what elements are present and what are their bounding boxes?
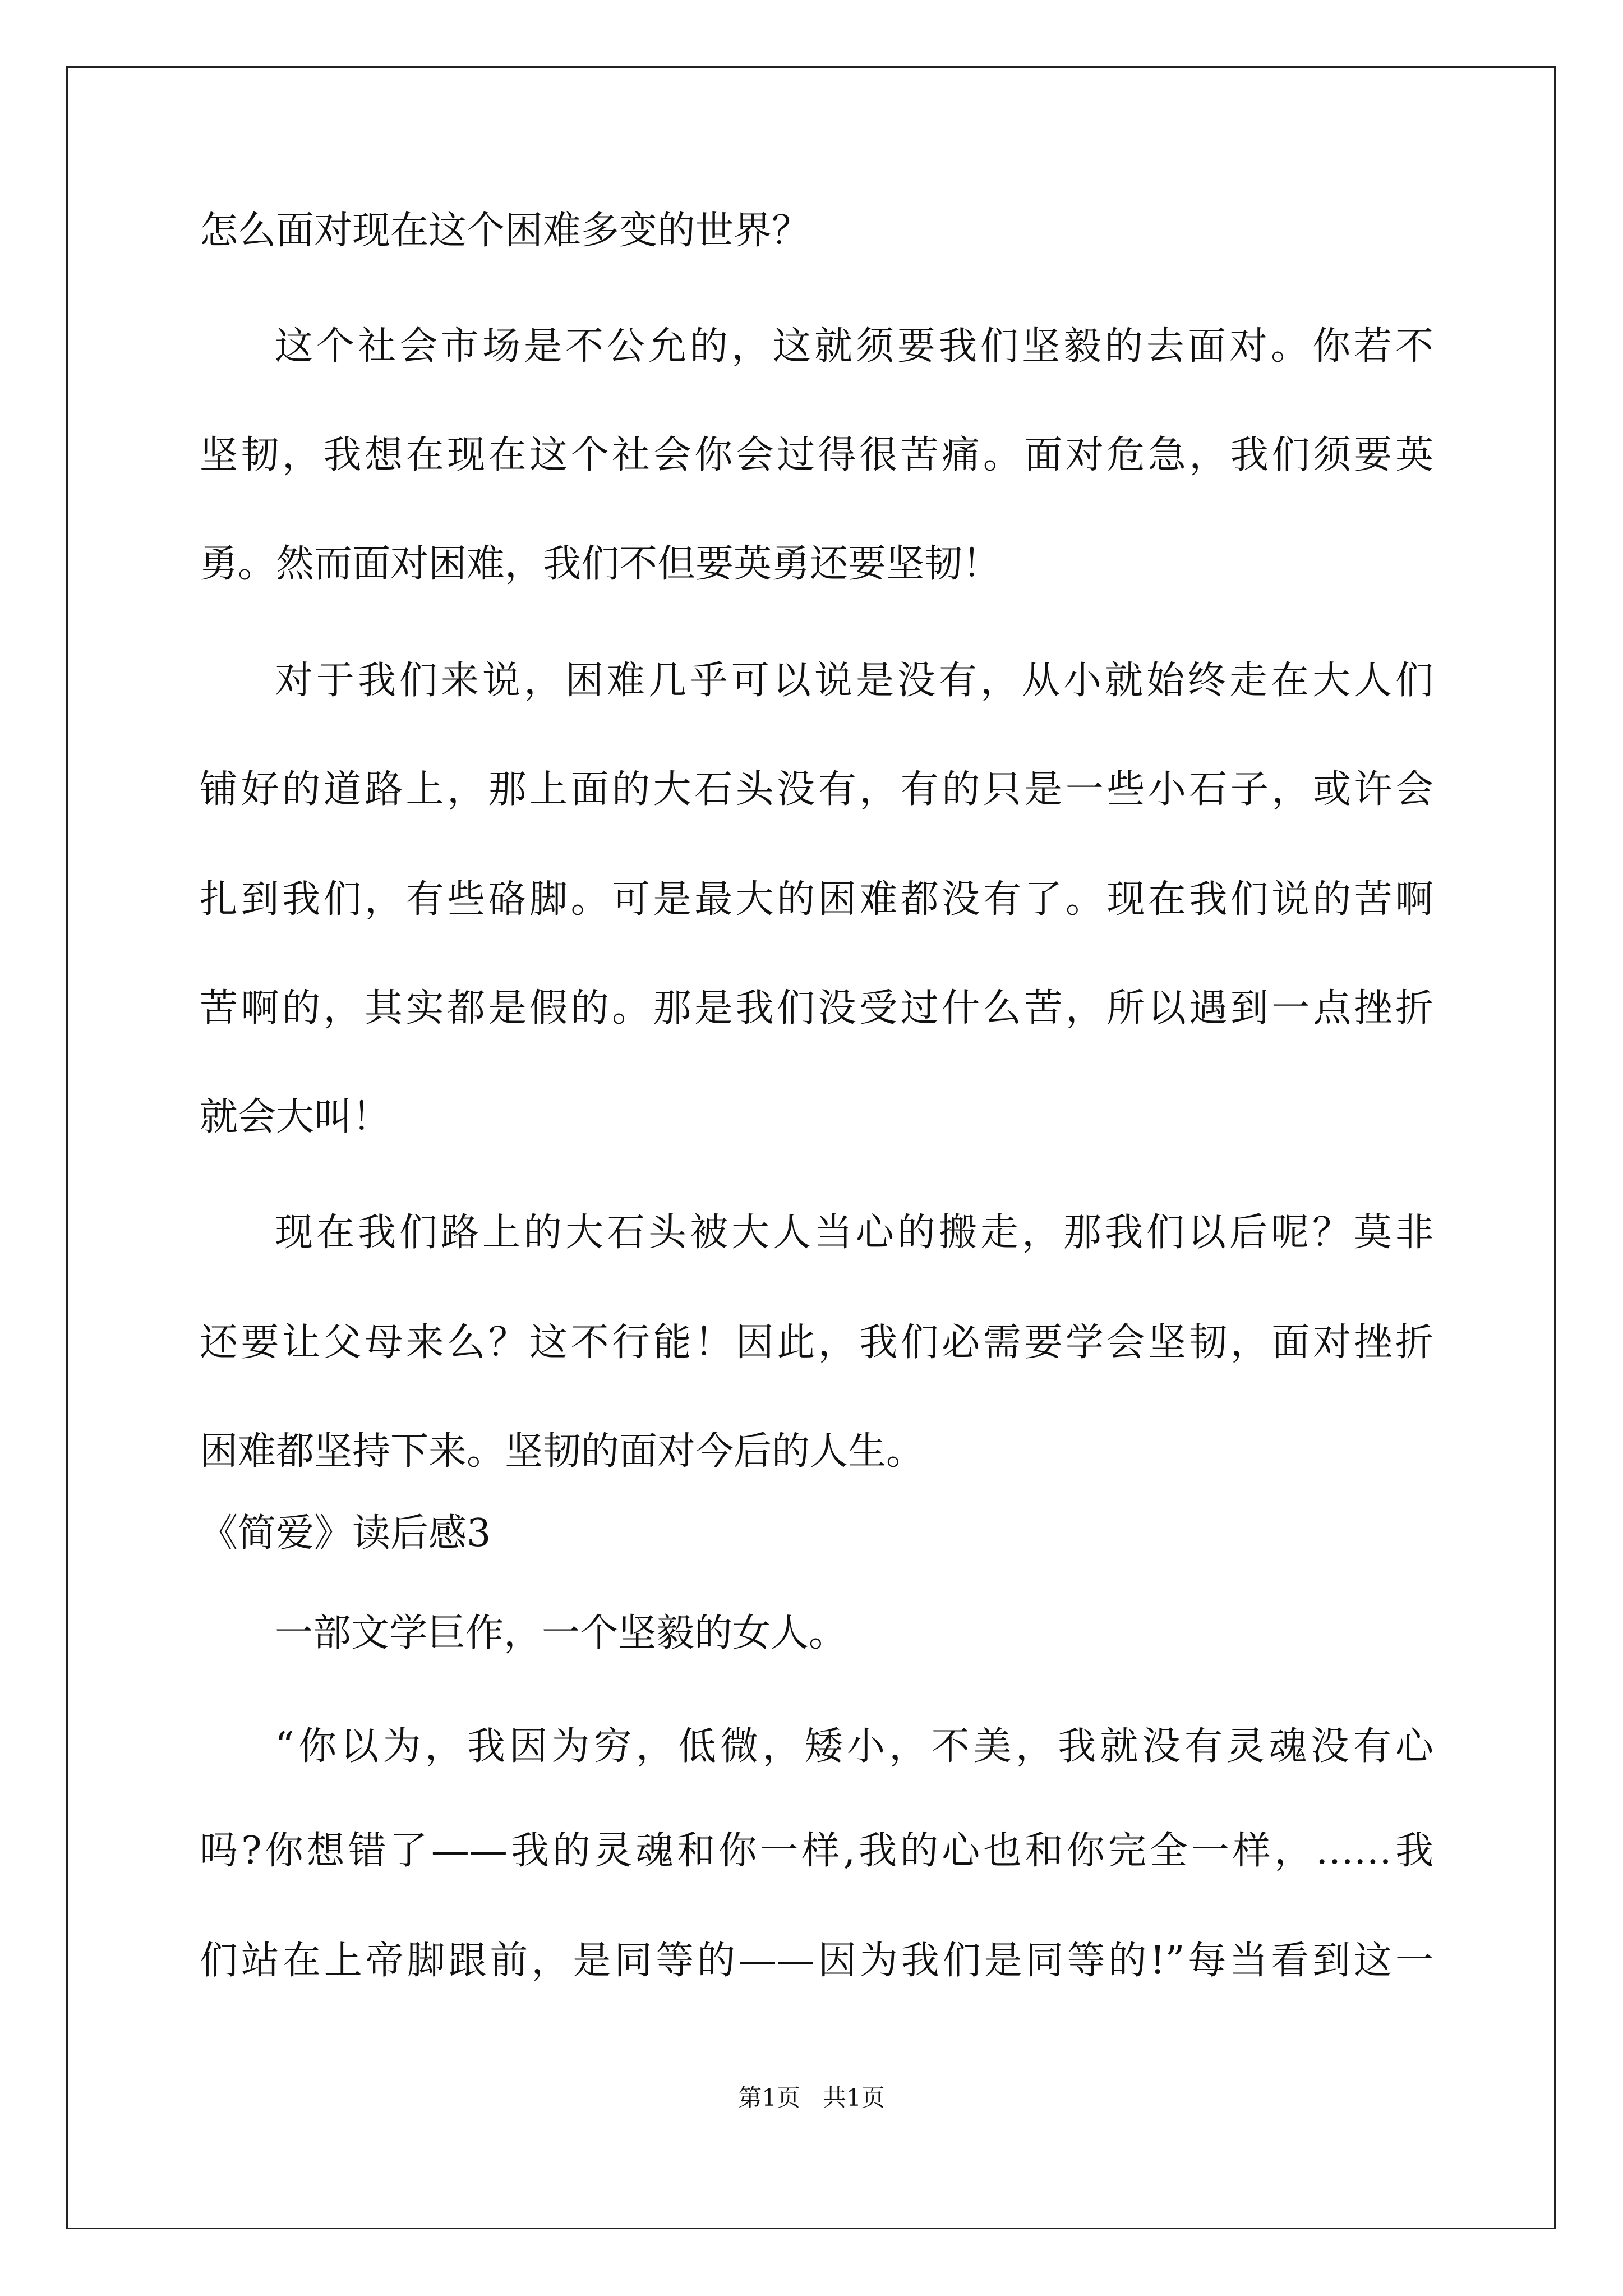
text-line: 铺好的道路上，那上面的大石头没有，有的只是一些小石子，或许会 [200,767,1433,812]
text-line: 对于我们来说，困难几乎可以说是没有，从小就始终走在大人们 [275,659,1433,703]
text-line: 一部文学巨作，一个坚毅的女人。 [275,1611,847,1655]
text-line: 就会大叫！ [200,1095,391,1139]
page-border [66,66,1556,2229]
text-line: 苦啊的，其实都是假的。那是我们没受过什么苦，所以遇到一点挫折 [200,986,1433,1030]
text-line: “你以为，我因为穷，低微，矮小，不美，我就没有灵魂没有心 [275,1724,1433,1769]
text-line: 勇。然而面对困难，我们不但要英勇还要坚韧！ [200,542,1001,586]
text-line: 扎到我们，有些硌脚。可是最大的困难都没有了。现在我们说的苦啊 [200,877,1433,922]
text-line: 困难都坚持下来。坚韧的面对今后的人生。 [200,1429,925,1474]
page-footer: 第1页 共1页 [738,2084,885,2111]
text-line: 们站在上帝脚跟前，是同等的——因为我们是同等的!”每当看到这一 [200,1939,1433,1983]
text-line: 坚韧，我想在现在这个社会你会过得很苦痛。面对危急，我们须要英 [200,433,1433,477]
text-line: 还要让父母来么？这不行能！因此，我们必需要学会坚韧，面对挫折 [200,1320,1433,1365]
text-line: 怎么面对现在这个困难多变的世界？ [200,209,810,253]
text-line: 现在我们路上的大石头被大人当心的搬走，那我们以后呢？莫非 [275,1211,1433,1255]
text-line: 这个社会市场是不公允的，这就须要我们坚毅的去面对。你若不 [275,324,1433,369]
text-line: 吗?你想错了——我的灵魂和你一样,我的心也和你完全一样，……我 [200,1829,1433,1873]
section-heading: 《简爱》读后感3 [200,1511,491,1556]
